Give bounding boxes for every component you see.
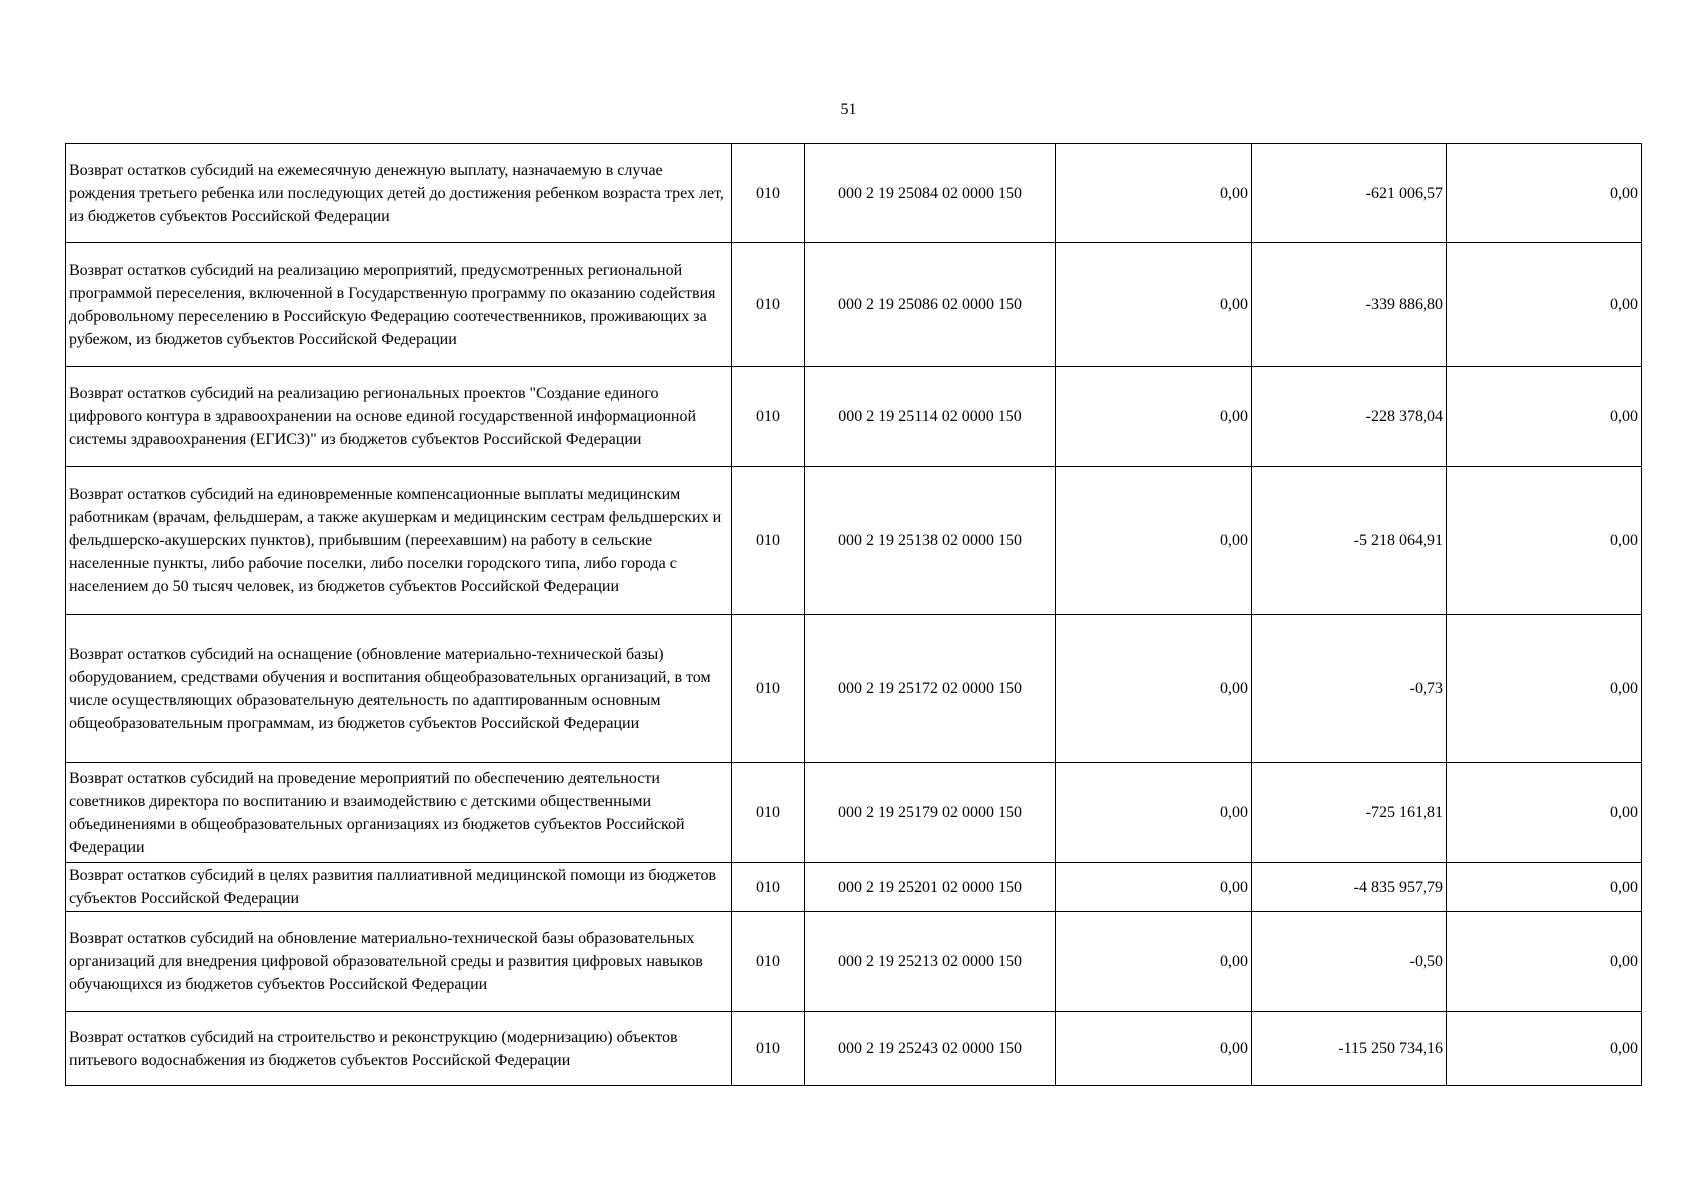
row-admin-code: 010	[732, 467, 805, 615]
row-value-1: 0,00	[1056, 144, 1252, 243]
row-value-2: -339 886,80	[1252, 243, 1447, 367]
table-row	[66, 615, 1642, 763]
row-value-1: 0,00	[1056, 243, 1252, 367]
table-row	[66, 863, 1642, 912]
row-value-3: 0,00	[1447, 615, 1642, 763]
row-value-3: 0,00	[1447, 912, 1642, 1012]
row-value-2: -5 218 064,91	[1252, 467, 1447, 615]
row-value-3: 0,00	[1447, 467, 1642, 615]
table-row	[66, 763, 1642, 863]
table-row	[66, 367, 1642, 467]
row-value-3: 0,00	[1447, 763, 1642, 863]
table-row	[66, 1012, 1642, 1086]
row-name: Возврат остатков субсидий на обновление материально-технической базы образовательных организаций для внедрения цифровой образовательной среды и развития цифровых навыков обучающихся из бюджетов субъектов Российской Федерации	[66, 912, 732, 1012]
row-name: Возврат остатков субсидий на единовременные компенсационные выплаты медицинским работникам (врачам, фельдшерам, а также акушеркам и медицинским сестрам фельдшерских и фельдшерско-акушерских пунктов), прибывшим (переехавшим) на работу в сельские населенные пункты, либо рабочие поселки, либо поселки городского типа, либо города с населением до 50 тысяч человек, из бюджетов субъектов Российской Федерации	[66, 467, 732, 615]
row-value-2: -0,50	[1252, 912, 1447, 1012]
row-value-2: -4 835 957,79	[1252, 863, 1447, 912]
row-name: Возврат остатков субсидий в целях развития паллиативной медицинской помощи из бюджетов субъектов Российской Федерации	[66, 863, 732, 912]
row-value-3: 0,00	[1447, 144, 1642, 243]
row-admin-code: 010	[732, 1012, 805, 1086]
row-value-1: 0,00	[1056, 863, 1252, 912]
row-admin-code: 010	[732, 615, 805, 763]
row-value-3: 0,00	[1447, 1012, 1642, 1086]
row-value-3: 0,00	[1447, 367, 1642, 467]
row-value-3: 0,00	[1447, 243, 1642, 367]
row-budget-code: 000 2 19 25172 02 0000 150	[805, 615, 1056, 763]
row-value-1: 0,00	[1056, 615, 1252, 763]
row-value-2: -725 161,81	[1252, 763, 1447, 863]
row-value-2: -115 250 734,16	[1252, 1012, 1447, 1086]
row-budget-code: 000 2 19 25243 02 0000 150	[805, 1012, 1056, 1086]
row-admin-code: 010	[732, 763, 805, 863]
row-value-1: 0,00	[1056, 912, 1252, 1012]
table-row	[66, 467, 1642, 615]
row-value-1: 0,00	[1056, 1012, 1252, 1086]
row-value-2: -228 378,04	[1252, 367, 1447, 467]
row-name: Возврат остатков субсидий на оснащение (обновление материально-технической базы) оборудованием, средствами обучения и воспитания общеобразовательных организаций, в том числе осуществляющих образовательную деятельность по адаптированным основным общеобразовательным программам, из бюджетов субъектов Российской Федерации	[66, 615, 732, 763]
row-name: Возврат остатков субсидий на проведение мероприятий по обеспечению деятельности советников директора по воспитанию и взаимодействию с детскими общественными объединениями в общеобразовательных организациях из бюджетов субъектов Российской Федерации	[66, 763, 732, 863]
row-budget-code: 000 2 19 25084 02 0000 150	[805, 144, 1056, 243]
row-value-3: 0,00	[1447, 863, 1642, 912]
row-name: Возврат остатков субсидий на строительство и реконструкцию (модернизацию) объектов питьевого водоснабжения из бюджетов субъектов Российской Федерации	[66, 1012, 732, 1086]
table-row	[66, 243, 1642, 367]
row-value-1: 0,00	[1056, 367, 1252, 467]
table-row	[66, 912, 1642, 1012]
row-budget-code: 000 2 19 25086 02 0000 150	[805, 243, 1056, 367]
row-value-2: -0,73	[1252, 615, 1447, 763]
row-budget-code: 000 2 19 25213 02 0000 150	[805, 912, 1056, 1012]
row-name: Возврат остатков субсидий на реализацию мероприятий, предусмотренных региональной программой переселения, включенной в Государственную программу по оказанию содействия добровольному переселению в Российскую Федерацию соотечественников, проживающих за рубежом, из бюджетов субъектов Российской Федерации	[66, 243, 732, 367]
row-admin-code: 010	[732, 144, 805, 243]
row-budget-code: 000 2 19 25201 02 0000 150	[805, 863, 1056, 912]
row-budget-code: 000 2 19 25179 02 0000 150	[805, 763, 1056, 863]
row-value-1: 0,00	[1056, 467, 1252, 615]
row-admin-code: 010	[732, 863, 805, 912]
row-name: Возврат остатков субсидий на ежемесячную денежную выплату, назначаемую в случае рождения третьего ребенка или последующих детей до достижения ребенком возраста трех лет, из бюджетов субъектов Российской Федерации	[66, 144, 732, 243]
row-value-1: 0,00	[1056, 763, 1252, 863]
row-admin-code: 010	[732, 243, 805, 367]
budget-table	[65, 143, 1642, 1086]
row-name: Возврат остатков субсидий на реализацию региональных проектов "Создание единого цифрового контура в здравоохранении на основе единой государственной информационной системы здравоохранения (ЕГИСЗ)" из бюджетов субъектов Российской Федерации	[66, 367, 732, 467]
row-budget-code: 000 2 19 25138 02 0000 150	[805, 467, 1056, 615]
row-budget-code: 000 2 19 25114 02 0000 150	[805, 367, 1056, 467]
page-number: 51	[840, 101, 857, 118]
row-admin-code: 010	[732, 912, 805, 1012]
row-admin-code: 010	[732, 367, 805, 467]
table-row	[66, 144, 1642, 243]
row-value-2: -621 006,57	[1252, 144, 1447, 243]
